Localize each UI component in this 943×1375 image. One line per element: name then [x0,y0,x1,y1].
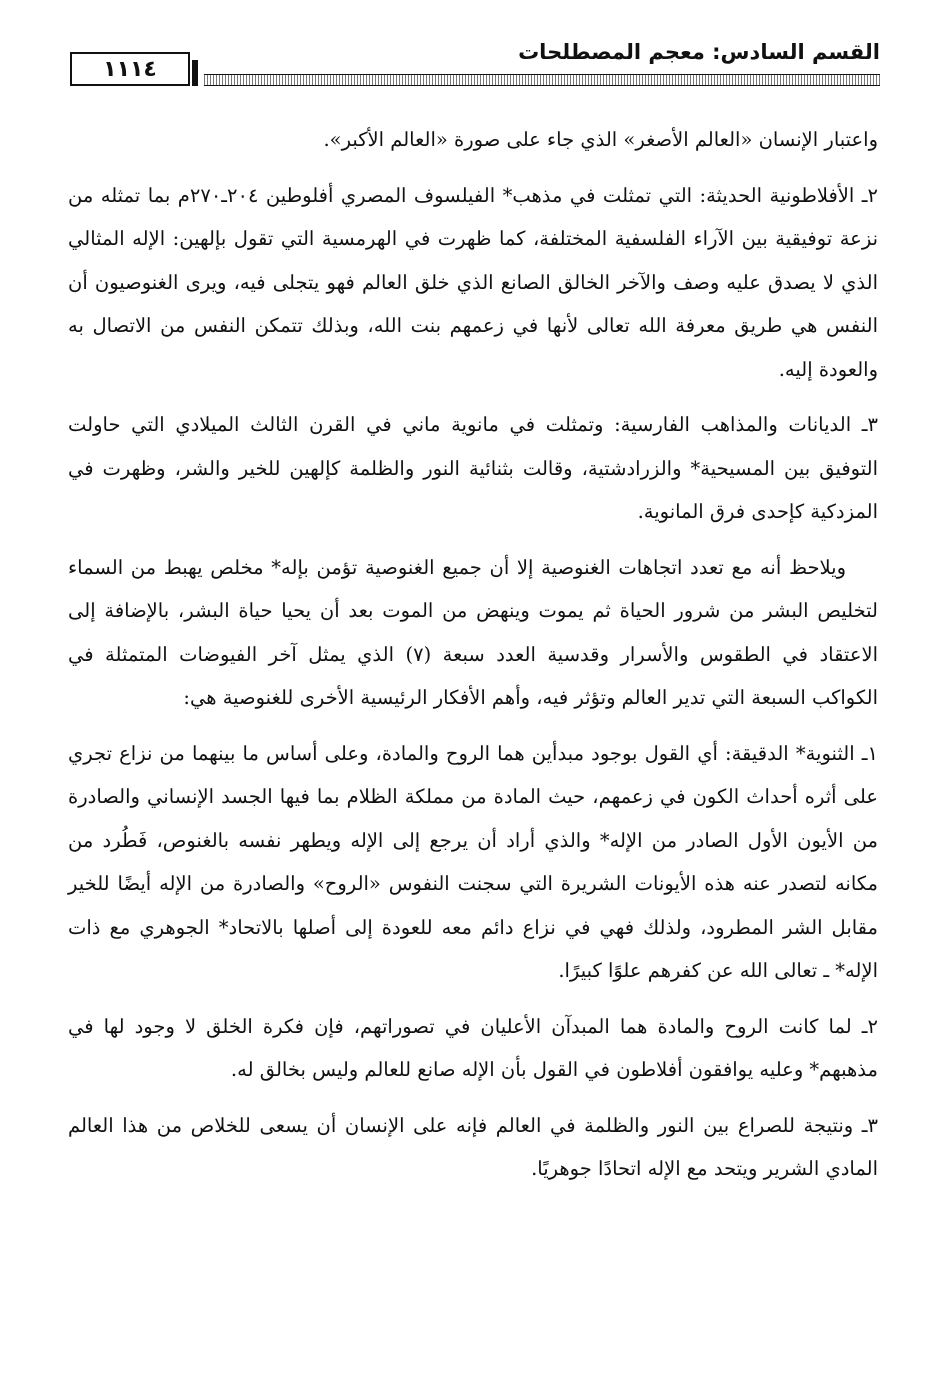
page-body [68,118,878,1203]
paragraph-7: ٣ـ ونتيجة للصراع بين النور والظلمة في العالم فإنه على الإنسان أن يسعى للخلاص من هذا العالم المادي الشرير ويتحد مع الإله اتحادًا جوهريًا. [68,1113,878,1180]
page-number-box [70,52,190,86]
paragraph-5: ١ـ الثنوية* الدقيقة: أي القول بوجود مبدأين هما الروح والمادة، وعلى أساس ما بينهما من نزاع تجري على أثره أحداث الكون في زعمهم، حيث المادة من مملكة الظلام بما فيها الجسد الإنساني والصادرة من الأيون الأول الصادر من الإله* والذي أراد أن يرجع إلى الإله ويطهر نفسه بالغنوص، فَطُرد من مكانه لتصدر عنه هذه الأيونات الشريرة التي سجنت النفوس «الروح» والصادرة من الإله أيضًا للخير مقابل الشر المطرود، ولذلك فهي في نزاع دائم معه للعودة إلى أصلها بالاتحاد* الجوهري مع ذات الإله* ـ تعالى الله عن كفرهم علوًا كبيرًا. [68,741,878,982]
paragraph-2: ٢ـ الأفلاطونية الحديثة: التي تمثلت في مذهب* الفيلسوف المصري أفلوطين ٢٠٤ـ٢٧٠م بما تمثله من نزعة توفيقية بين الآراء الفلسفية المختلفة، كما ظهرت في الهرمسية التي تقول بإلهين: الإله المثالي الذي لا يصدق عليه وصف والآخر الخالق الصانع الذي خلق العالم فهو يتجلى فيه، ويرى الغنوصيون أن النفس هي طريق معرفة الله تعالى لأنها في زعمهم بنت الله، وبذلك تتمكن النفس من الاتصال به والعودة إليه. [68,183,878,381]
paragraph-1: واعتبار الإنسان «العالم الأصغر» الذي جاء على صورة «العالم الأكبر». [323,128,878,151]
section-title: القسم السادس: معجم المصطلحات [518,40,880,64]
paragraph-4: ويلاحظ أنه مع تعدد اتجاهات الغنوصية إلا أن جميع الغنوصية تؤمن بإله* مخلص يهبط من السماء لتخليص البشر من شرور الحياة ثم يموت وينهض من الموت بعد أن يحيا حياة البشر، بالإضافة إلى الاعتقاد في الطقوس والأسرار وقدسية العدد سبعة (٧) الذي يمثل آخر الفيوضات المتمثلة في الكواكب السبعة التي تدير العالم وتؤثر فيه، وأهم الأفكار الرئيسية الأخرى للغنوصية هي: [68,555,878,709]
page-number: ١١١٤ [103,56,157,82]
paragraph-6: ٢ـ لما كانت الروح والمادة هما المبدآن الأعليان في تصوراتهم، فإن فكرة الخلق لا وجود لها في مذهبهم* وعليه يوافقون أفلاطون في القول بأن الإله صانع للعالم وليس بخالق له. [68,1014,878,1081]
paragraph-3: ٣ـ الديانات والمذاهب الفارسية: وتمثلت في مانوية ماني في القرن الثالث الميلادي التي حاولت التوفيق بين المسيحية* والزرادشتية، وقالت بثنائية النور والظلمة كإلهين للخير والشر، وظهرت في المزدكية كإحدى فرق المانوية. [68,413,878,523]
header-rule [204,74,880,86]
page-header [70,40,880,96]
